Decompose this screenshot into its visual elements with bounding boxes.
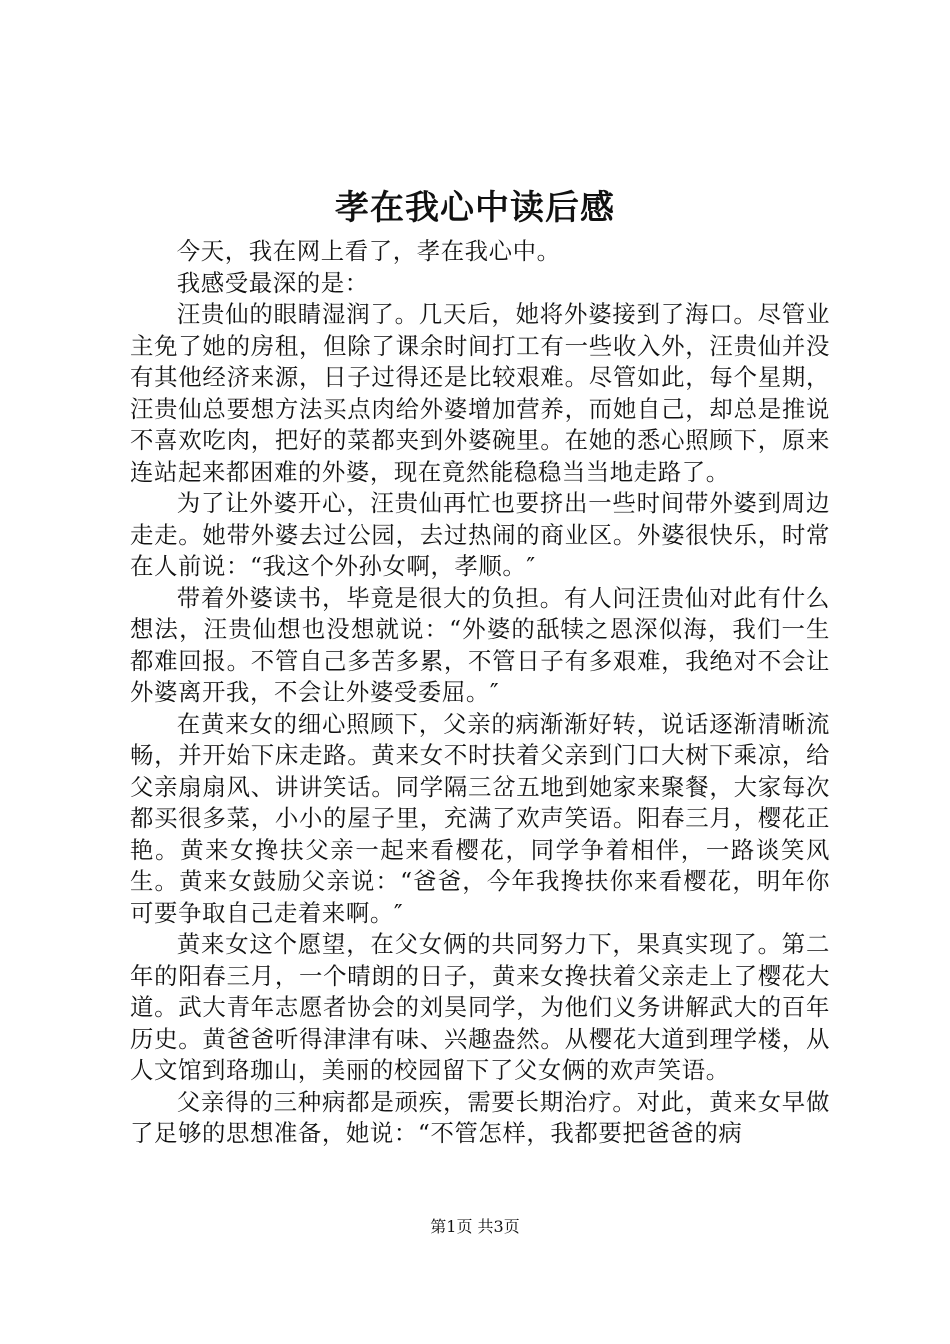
page-number-footer: 第1页 共3页	[430, 1217, 520, 1236]
paragraph: 汪贵仙的眼睛湿润了。几天后，她将外婆接到了海口。尽管业主免了她的房租，但除了课余时间打工有一些收入外，汪贵仙并没有其他经济来源，日子过得还是比较艰难。尽管如此，每个星期，汪贵仙总要想方法买点肉给外婆增加营养，而她自己，却总是推说不喜欢吃肉，把好的菜都夹到外婆碗里。在她的悉心照顾下，原来连站起来都困难的外婆，现在竟然能稳稳当当地走路了。	[130, 300, 830, 486]
paragraph: 我感受最深的是：	[176, 268, 369, 297]
paragraph: 带着外婆读书，毕竟是很大的负担。有人问汪贵仙对此有什么想法，汪贵仙想也没想就说：“外婆的舐犊之恩深似海，我们一生都难回报。不管自己多苦多累，不管日子有多艰难，我绝对不会让外婆离开我，不会让外婆受委屈。″	[130, 583, 830, 706]
paragraph: 今天，我在网上看了，孝在我心中。	[176, 237, 561, 265]
paragraph: 为了让外婆开心，汪贵仙再忙也要挤出一些时间带外婆到周边走走。她带外婆去过公园，去过热闹的商业区。外婆很快乐，时常在人前说：“我这个外孙女啊，孝顺。″	[130, 489, 830, 580]
document-body	[130, 236, 830, 1150]
paragraph: 黄来女这个愿望，在父女俩的共同努力下，果真实现了。第二年的阳春三月，一个晴朗的日子，黄来女搀扶着父亲走上了樱花大道。武大青年志愿者协会的刘昊同学，为他们义务讲解武大的百年历史。黄爸爸听得津津有味、兴趣盎然。从樱花大道到理学楼，从人文馆到珞珈山，美丽的校园留下了父女俩的欢声笑语。	[130, 930, 830, 1084]
document-title: 孝在我心中读后感	[335, 188, 615, 228]
paragraph: 父亲得的三种病都是顽疾，需要长期治疗。对此，黄来女早做了足够的思想准备，她说：“不管怎样，我都要把爸爸的病	[130, 1087, 830, 1147]
paragraph: 在黄来女的细心照顾下，父亲的病渐渐好转，说话逐渐清晰流畅，并开始下床走路。黄来女不时扶着父亲到门口大树下乘凉，给父亲扇扇风、讲讲笑话。同学隔三岔五地到她家来聚餐，大家每次都买很多菜，小小的屋子里，充满了欢声笑语。阳春三月，樱花正艳。黄来女搀扶父亲一起来看樱花，同学争着相伴，一路谈笑风生。黄来女鼓励父亲说：“爸爸，今年我搀扶你来看樱花，明年你可要争取自己走着来啊。″	[130, 709, 830, 927]
